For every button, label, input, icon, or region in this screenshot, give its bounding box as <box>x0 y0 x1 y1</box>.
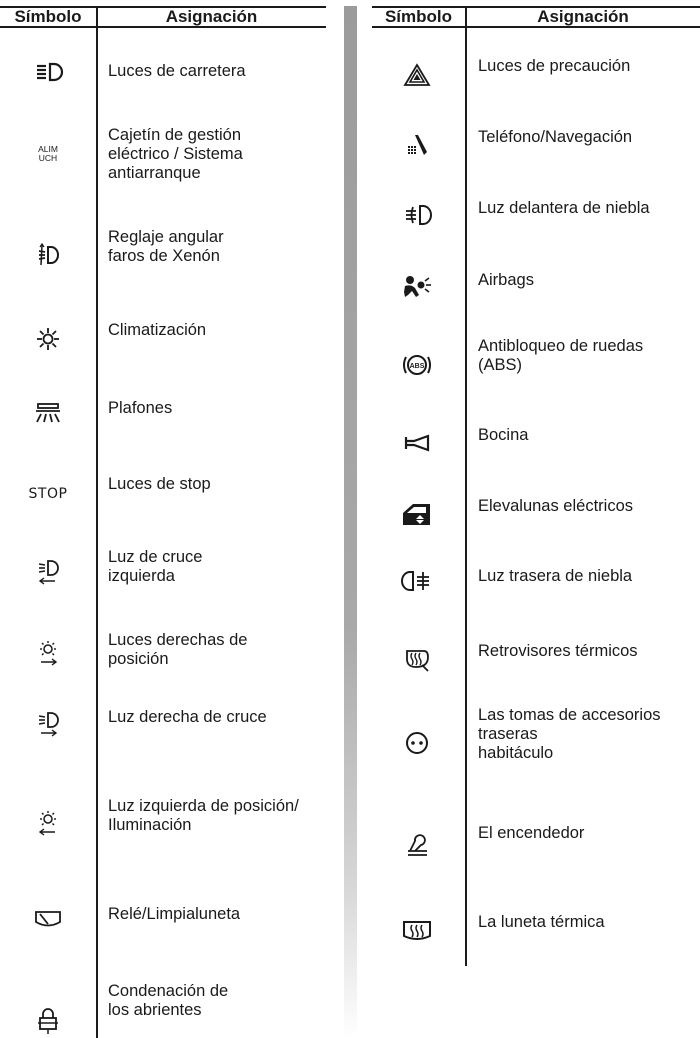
uch-text: UCH <box>38 153 58 163</box>
row-label: Luz derecha de cruce <box>108 708 267 726</box>
row-label: Luz delantera de niebla <box>478 199 650 217</box>
rear-defrost-icon <box>397 916 437 946</box>
row-label: La luneta térmica <box>478 913 605 931</box>
row-label: Luces derechas de posición <box>108 631 248 668</box>
row-label: Luces de precaución <box>478 57 631 75</box>
left-position-light-icon <box>28 810 68 840</box>
row-label: Climatización <box>108 321 207 339</box>
abs-icon <box>397 350 437 380</box>
horn-icon <box>397 428 437 458</box>
left-dipped-beam-icon <box>28 558 68 588</box>
abs-text: ABS <box>409 363 425 370</box>
assignment-column-header: Asignación <box>466 6 700 28</box>
headlamp-level-icon <box>28 240 68 270</box>
airbag-icon <box>397 272 437 302</box>
stop-icon: STOP <box>28 486 68 502</box>
rear-wiper-icon <box>28 904 68 934</box>
right-dipped-beam-icon <box>28 710 68 740</box>
row-label: Retrovisores térmicos <box>478 642 638 660</box>
row-label: Cajetín de gestión eléctrico / Sistema antiarranque <box>108 126 243 182</box>
column-divider <box>465 6 467 966</box>
row-label: El encendedor <box>478 824 585 842</box>
alim-text: ALIM <box>38 144 58 154</box>
rear-fog-icon <box>397 566 437 596</box>
front-fog-icon <box>397 200 437 230</box>
right-position-light-icon <box>28 640 68 670</box>
phone-icon <box>397 131 437 161</box>
heated-mirror-icon <box>397 644 437 674</box>
row-label: Luces de carretera <box>108 62 246 80</box>
door-lock-icon <box>28 1006 68 1036</box>
row-label: Antibloqueo de ruedas (ABS) <box>478 337 644 374</box>
row-label: Condenación de los abrientes <box>108 982 229 1019</box>
row-label: Elevalunas eléctricos <box>478 497 633 515</box>
row-label: Bocina <box>478 426 529 444</box>
symbol-column-header: Símbolo <box>0 6 96 28</box>
assignment-column-header: Asignación <box>97 6 326 28</box>
high-beam-icon <box>28 57 68 87</box>
page-gutter <box>344 6 357 1038</box>
power-window-icon <box>397 500 437 530</box>
row-label: Airbags <box>478 271 534 289</box>
row-label: Reglaje angular faros de Xenón <box>108 228 224 265</box>
row-label: Relé/Limpialuneta <box>108 905 241 923</box>
alim-uch-icon <box>28 139 68 169</box>
hazard-icon <box>397 60 437 90</box>
row-label: Luz trasera de niebla <box>478 567 633 585</box>
accessory-socket-icon <box>397 728 437 758</box>
row-label: Plafones <box>108 399 173 417</box>
row-label: Luz izquierda de posición/ Iluminación <box>108 797 299 834</box>
ceiling-light-icon <box>28 398 68 428</box>
symbol-column-header: Símbolo <box>372 6 465 28</box>
climate-icon <box>28 324 68 354</box>
lighter-icon <box>397 830 437 860</box>
column-divider <box>96 6 98 1038</box>
row-label: Las tomas de accesorios traseras habitáculo <box>478 706 661 762</box>
row-label: Luz de cruce izquierda <box>108 548 203 585</box>
row-label: Luces de stop <box>108 475 211 493</box>
row-label: Teléfono/Navegación <box>478 128 633 146</box>
